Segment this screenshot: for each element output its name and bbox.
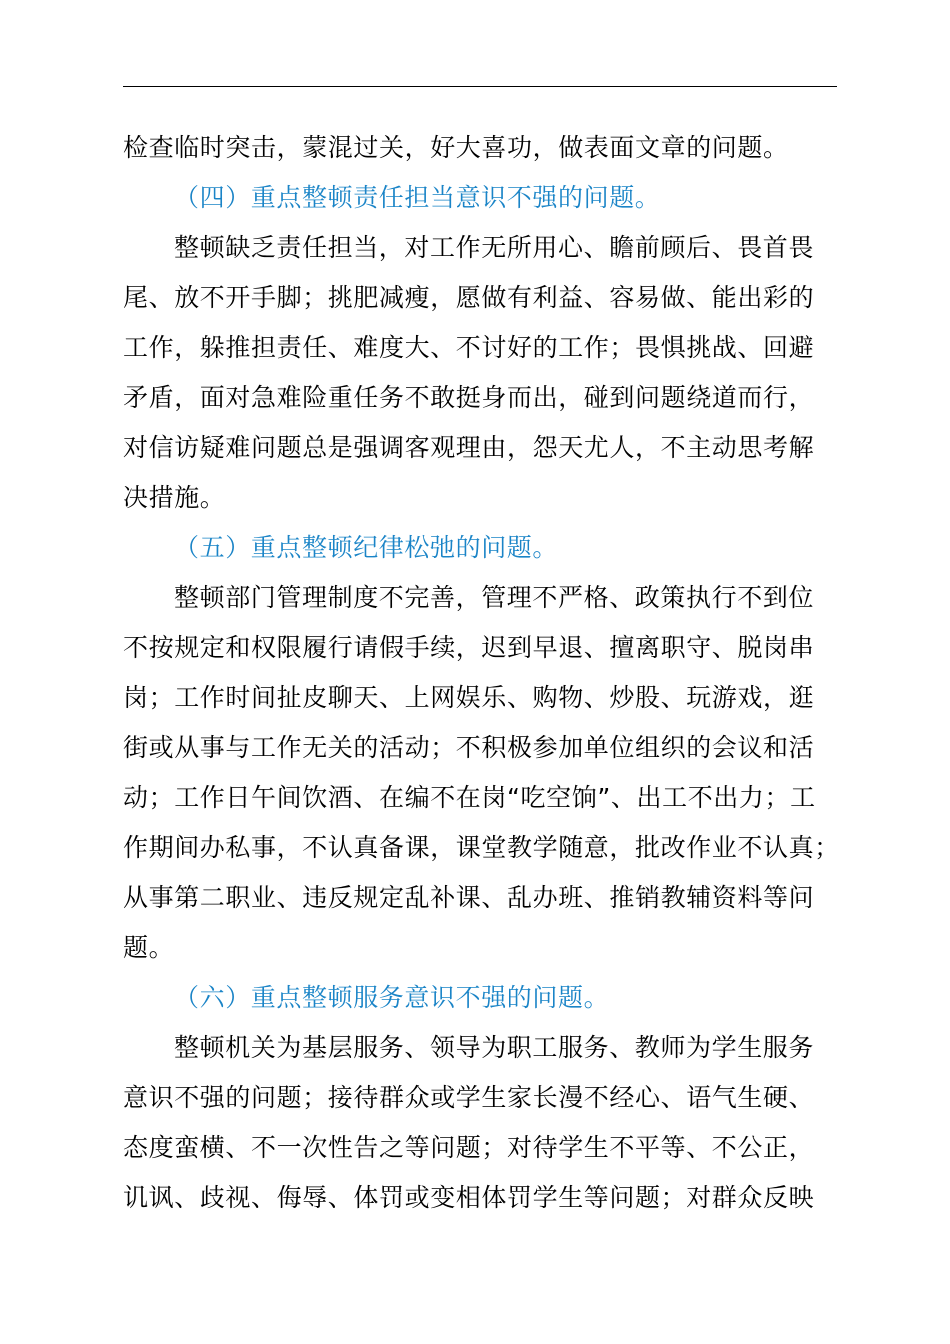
paragraph-line: 不按规定和权限履行请假手续，迟到早退、擅离职守、脱岗串 (123, 633, 815, 662)
paragraph-line: 题。 (123, 933, 175, 962)
header-rule (123, 86, 837, 87)
section-heading-4: （四）重点整顿责任担当意识不强的问题。 (174, 183, 661, 212)
paragraph-line: 整顿部门管理制度不完善，管理不严格、政策执行不到位 (174, 583, 815, 612)
paragraph-line: 从事第二职业、违反规定乱补课、乱办班、推销教辅资料等问 (123, 883, 815, 912)
paragraph-line: 矛盾，面对急难险重任务不敢挺身而出，碰到问题绕道而行， (123, 383, 815, 412)
paragraph-line: 检查临时突击，蒙混过关，好大喜功，做表面文章的问题。 (123, 133, 789, 162)
paragraph-line: 对信访疑难问题总是强调客观理由，怨天尤人，不主动思考解 (123, 433, 815, 462)
paragraph-line: 整顿机关为基层服务、领导为职工服务、教师为学生服务 (174, 1033, 815, 1062)
paragraph-line: 尾、放不开手脚；挑肥减瘦，愿做有利益、容易做、能出彩的 (123, 283, 815, 312)
paragraph-line: 街或从事与工作无关的活动；不积极参加单位组织的会议和活 (123, 733, 815, 762)
paragraph-line: 整顿缺乏责任担当，对工作无所用心、瞻前顾后、畏首畏 (174, 233, 815, 262)
section-heading-5: （五）重点整顿纪律松弛的问题。 (174, 533, 559, 562)
section-heading-6: （六）重点整顿服务意识不强的问题。 (174, 983, 610, 1012)
paragraph-line: 意识不强的问题；接待群众或学生家长漫不经心、语气生硬、 (123, 1083, 815, 1112)
paragraph-line: 态度蛮横、不一次性告之等问题；对待学生不平等、不公正， (123, 1133, 815, 1162)
paragraph-line: 决措施。 (123, 483, 226, 512)
paragraph-line: 岗；工作时间扯皮聊天、上网娱乐、购物、炒股、玩游戏，逛 (123, 683, 815, 712)
paragraph-line: 工作，躲推担责任、难度大、不讨好的工作；畏惧挑战、回避 (123, 333, 815, 362)
paragraph-line: 动；工作日午间饮酒、在编不在岗“吃空饷”、出工不出力；工 (123, 783, 816, 812)
paragraph-line: 作期间办私事，不认真备课，课堂教学随意，批改作业不认真； (123, 833, 840, 862)
paragraph-line: 讥讽、歧视、侮辱、体罚或变相体罚学生等问题；对群众反映 (123, 1183, 815, 1212)
